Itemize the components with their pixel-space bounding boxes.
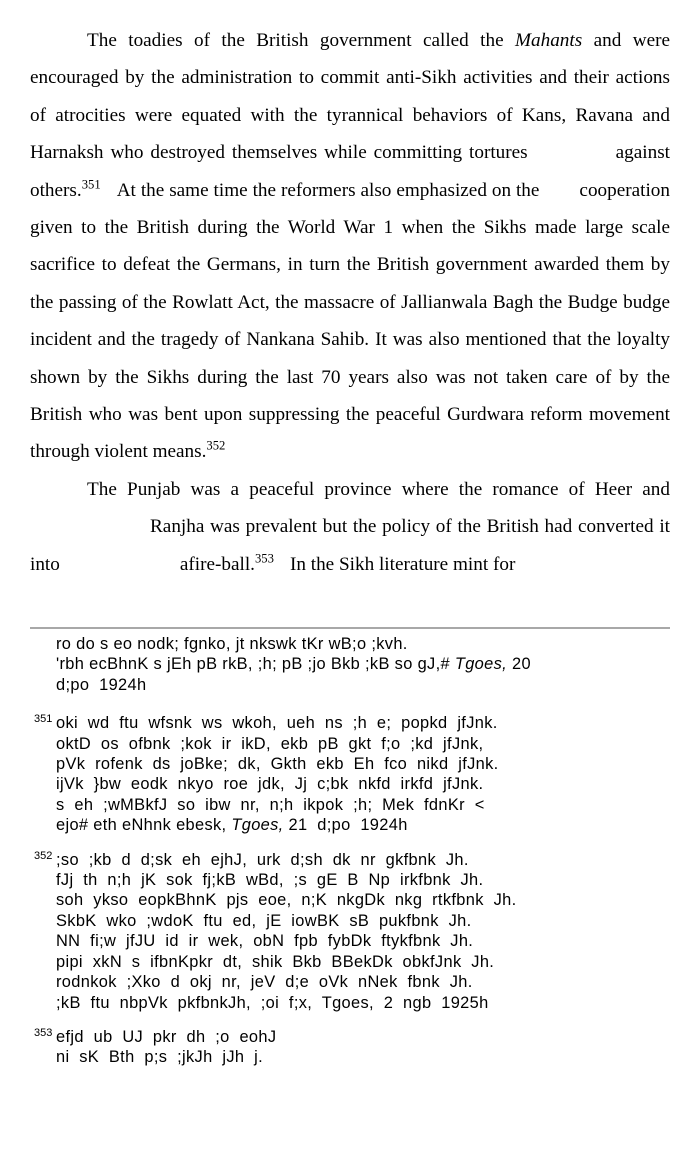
footnote-352 [30,850,680,1013]
paragraph-1-segment-3: and were encouraged by the administration to commit anti-Sikh activities and their actions of atrocities were equated with the tyrannical behaviors of Kans, Ravana and Harnaksh who destroyed themselves while committing tortures [30,30,670,164]
footnote-number: 352 [34,849,53,862]
footnote-line-tail: 21 d;po 1924h [283,816,408,835]
footnote-line: ro do s eo nodk; fgnko, jt nkswk tKr wB;o ;kvh. [56,635,408,653]
footnote-line: ni sK Bth p;s ;jkJh jJh j. [56,1048,264,1067]
footnote-continuation [30,634,680,695]
paragraph-1-segment-1: The toadies of the British government called the [87,30,516,51]
paragraph-2-segment-5: In the Sikh literature mint for [289,553,516,575]
footnote-line-tail: 20 [507,655,531,674]
footnote-line: rodnkok ;Xko d okj nr, jeV d;e oVk nNek fbnk Jh. [56,973,473,992]
source-title: Tgoes, [321,993,374,1012]
footnote-line [56,993,680,1013]
footnote-line-text: 'rbh ecBhnK s jEh pB rkB, ;h; pB ;jo Bkb ;kB so gJ,# [56,655,455,674]
source-title-italic: Tgoes, [231,816,284,835]
footnote-marker-351[interactable]: 351 [81,177,101,192]
footnote-separator-rule [30,627,670,629]
footnote-line-text: ;kB ftu nbpVk pkfbnkJh, ;oi f;x, [56,993,322,1012]
footnote-line: NN fi;w jfJU id ir wek, obN fpb fybDk ftykfbnk Jh. [56,932,474,951]
body-text-area [30,22,670,583]
footnote-line: SkbK wko ;wdoK ftu ed, jE iowBK sB pukfbnk Jh. [56,911,472,930]
footnote-353 [30,1027,680,1068]
footnote-line: ;so ;kb d d;sk eh ejhJ, urk d;sh dk nr gkfbnk Jh. [56,850,469,869]
paragraph-2 [30,471,670,583]
footnote-line: fJj th n;h jK sok fj;kB wBd, ;s gE B Np irkfbnk Jh. [56,871,484,890]
paragraph-1 [30,22,670,471]
footnote-line: s eh ;wMBkfJ so ibw nr, n;h ikpok ;h; Mek fdnKr < [56,795,485,814]
footnote-line-tail: 2 ngb 1925h [373,993,489,1012]
footnote-line: pVk rofenk ds joBke; dk, Gkth ekb Eh fco nikd jfJnk. [56,755,499,774]
paragraph-1-segment-4: against others. [30,142,670,201]
footnote-line: soh ykso eopkBhnK pjs eoe, n;K nkgDk nkg rtkfbnk Jh. [56,891,517,910]
paragraph-2-segment-1: The Punjab was a peaceful province where the romance of Heer and [87,478,670,500]
footnote-line: ijVk }bw eodk nkyo roe jdk, Jj c;bk nkfd irkfd jfJnk. [56,775,484,794]
footnotes-area [30,634,680,1068]
footnote-line-text: ejo# eth eNhnk ebesk, [56,816,232,835]
footnote-351 [30,713,680,835]
footnote-number: 353 [34,1026,53,1039]
paragraph-1-segment-6: At the same time the reformers also emphasized on the [116,179,540,201]
footnote-line [56,815,680,835]
footnote-line: efjd ub UJ pkr dh ;o eohJ [56,1027,277,1046]
paragraph-2-segment-2: Ranjha was prevalent but the policy of the British had converted it into [30,516,670,575]
footnote-line: oktD os ofbnk ;kok ir ikD, ekb pB gkt f;o ;kd jfJnk, [56,734,484,753]
footnote-line: d;po 1924h [56,675,147,694]
footnote-number: 351 [34,713,53,726]
source-title-italic: Tgoes, [454,655,508,674]
italic-term-mahants: Mahants [515,30,583,51]
footnote-marker-353[interactable]: 353 [254,551,274,566]
footnote-marker-352[interactable]: 352 [206,439,226,454]
paragraph-2-segment-3: afire-ball. [179,553,255,575]
footnote-line [56,654,680,674]
footnote-line: oki wd ftu wfsnk ws wkoh, ueh ns ;h e; popkd jfJnk. [56,714,498,733]
footnote-line: pipi xkN s ifbnKpkr dt, shik Bkb BBekDk obkfJnk Jh. [56,952,495,971]
paragraph-1-segment-7: cooperation given to the British during the World War 1 when the Sikhs made large scale sacrifice to defeat the Germans, in turn the British government awarded them by the passing of the Rowlatt Act, the massacre of Jallianwala Bagh the Budge budge incident and the tragedy of Nankana Sahib. It was also mentioned that the loyalty shown by the Sikhs during the last 70 years also was not taken care of by the British who was bent upon suppressing the peaceful Gurdwara reform movement through violent means. [30,179,670,463]
